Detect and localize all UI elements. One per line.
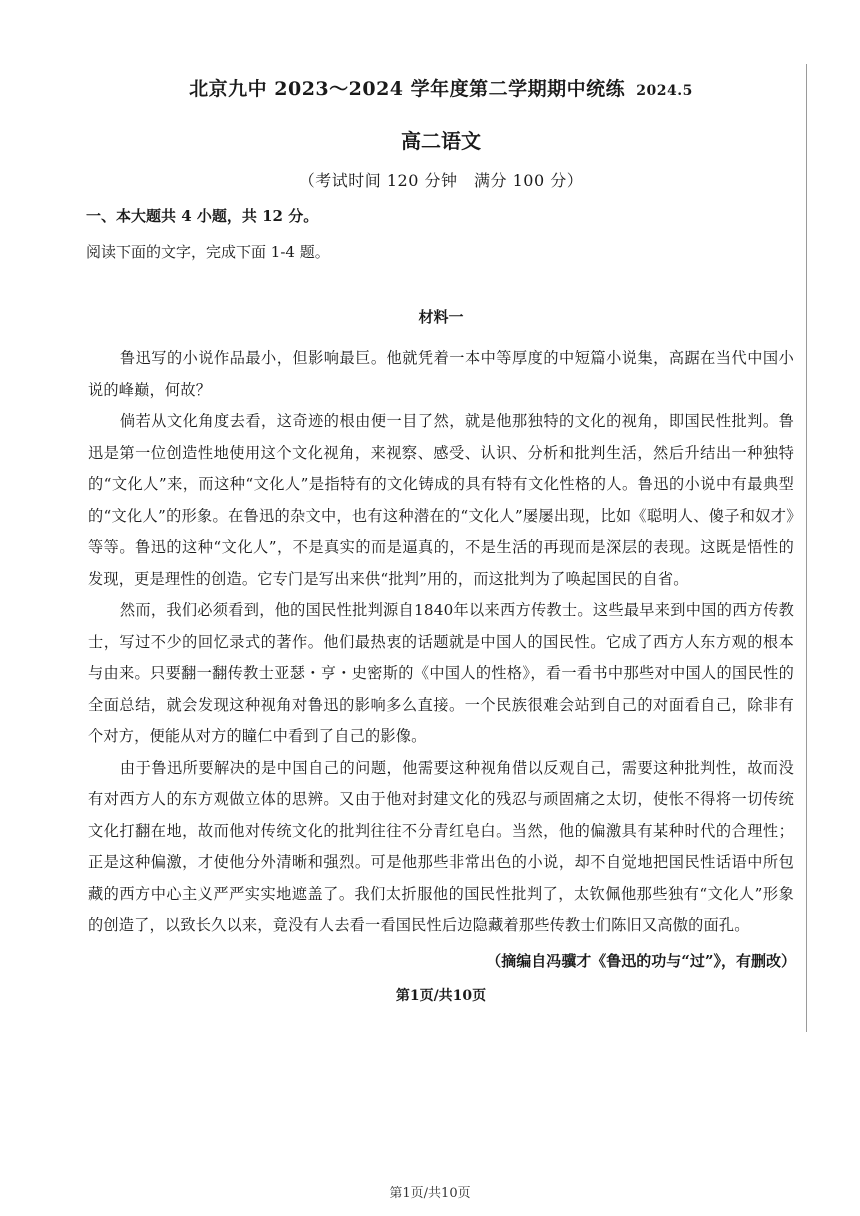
- page-footer: 第1页/共10页: [389, 1186, 471, 1201]
- source-citation: （摘编自冯骥才《鲁迅的功与“过”》，有删改）: [486, 951, 796, 970]
- paragraph-3: 然而，我们必须看到，他的国民性批判源自1840年以来西方传教士。这些最早来到中国的西方传教士，写过不少的回忆录式的著作。他们最热衷的话题就是中国人的国民性。它成了西方人东方观的根本与由来。只要翻一翻传教士亚瑟・亨・史密斯的《中国人的性格》，看一看书中那些对中国人的国民性的全面总结，就会发现这种视角对鲁迅的影响多么直接。一个民族很难会站到自己的对面看自己，除非有个对方，便能从对方的瞳仁中看到了自己的影像。: [88, 601, 794, 745]
- subject-title: 高二语文: [401, 129, 481, 153]
- inner-page-number: 第1页/共10页: [395, 987, 487, 1004]
- exam-info: （考试时间 120 分钟 满分 100 分）: [298, 171, 584, 190]
- margin-rule: [806, 64, 807, 1032]
- section-heading: 一、本大题共 4 小题，共 12 分。: [86, 207, 319, 225]
- exam-page: [88, 70, 794, 1005]
- paragraph-1: 鲁迅写的小说作品最小，但影响最巨。他就凭着一本中等厚度的中短篇小说集，高踞在当代中国小说的峰巅，何故？: [88, 349, 794, 399]
- section-instruction: 阅读下面的文字，完成下面 1-4 题。: [86, 243, 330, 261]
- paragraph-2: 倘若从文化角度去看，这奇迹的根由便一目了然，就是他那独特的文化的视角，即国民性批判。鲁迅是第一位创造性地使用这个文化视角，来视察、感受、认识、分析和批判生活，然后升结出一种独特的“文化人”来，而这种“文化人”是指特有的文化铸成的具有特有文化性格的人。鲁迅的小说中有最典型的“文化人”的形象。在鲁迅的杂文中，也有这种潜在的“文化人”屡屡出现，比如《聪明人、傻子和奴才》等等。鲁迅的这种“文化人”，不是真实的而是逼真的，不是生活的再现而是深层的表现。这既是悟性的发现，更是理性的创造。它专门是写出来供“批判”用的，而这批判为了唤起国民的自省。: [88, 412, 794, 588]
- exam-date: 2024.5: [636, 83, 693, 99]
- exam-title-text: 北京九中 2023～2024 学年度第二学期期中统练: [189, 78, 626, 100]
- material-body: [88, 343, 794, 942]
- material-title: 材料一: [418, 308, 464, 326]
- paragraph-4: 由于鲁迅所要解决的是中国自己的问题，他需要这种视角借以反观自己，需要这种批判性，故而没有对西方人的东方观做立体的思辨。又由于他对封建文化的残忍与顽固痛之太切，使怅不得将一切传统文化打翻在地，故而他对传统文化的批判往往不分青红皂白。当然，他的偏激具有某种时代的合理性；正是这种偏激，才使他分外清晰和强烈。可是他那些非常出色的小说，却不自觉地把国民性话语中所包藏的西方中心主义严严实实地遮盖了。我们太折服他的国民性批判了，太钦佩他那些独有“文化人”形象的创造了，以致长久以来，竟没有人去看一看国民性后边隐藏着那些传教士们陈旧又高傲的面孔。: [88, 758, 794, 934]
- exam-title: [88, 74, 794, 101]
